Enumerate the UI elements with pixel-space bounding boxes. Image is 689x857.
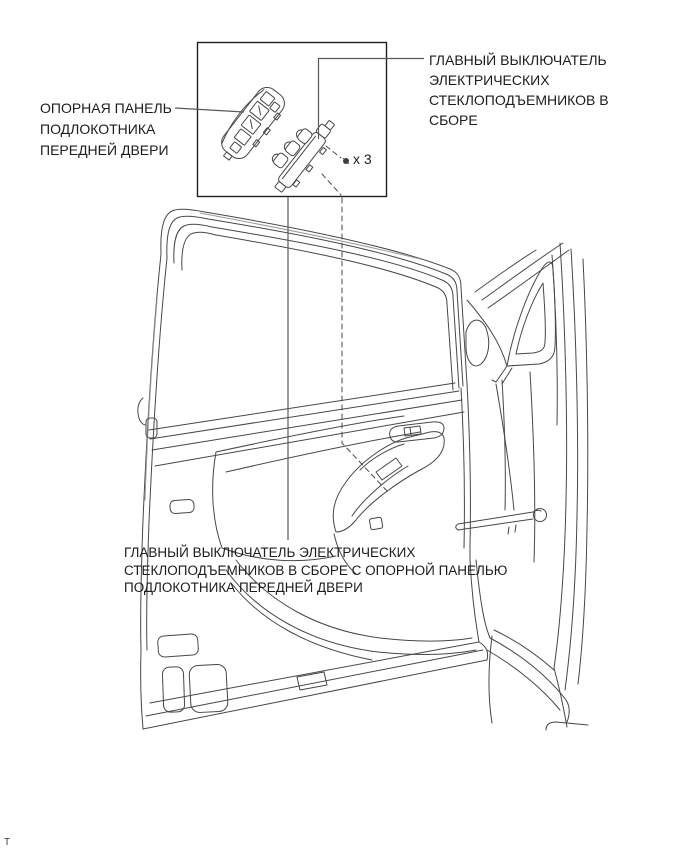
front-door-drawing — [138, 209, 588, 730]
detail-inset-box — [198, 43, 387, 198]
dashed-location-leader-b — [342, 198, 388, 492]
label-line: ЭЛЕКТРИЧЕСКИХ — [429, 72, 550, 88]
label-line: ОПОРНАЯ ПАНЕЛЬ — [40, 100, 172, 116]
label-switch-with-support-panel — [124, 544, 507, 597]
label-window-switch-assembly — [429, 50, 609, 130]
label-line: ПЕРЕДНЕЙ ДВЕРИ — [40, 142, 169, 158]
screw-icon — [343, 158, 349, 164]
label-line: ПОДЛОКОТНИКА ПЕРЕДНЕЙ ДВЕРИ — [124, 580, 363, 595]
leader-support-panel — [175, 108, 244, 112]
screw-dashed-leader — [326, 146, 341, 158]
label-line: СТЕКЛОПОДЪЕМНИКОВ В — [429, 92, 609, 108]
body-a-pillar — [475, 243, 588, 690]
fastener-count-label: x 3 — [353, 151, 372, 167]
label-armrest-support-panel — [40, 98, 172, 161]
door-window-frame — [161, 209, 467, 390]
leader-switch-assembly — [319, 59, 425, 140]
label-line: ГЛАВНЫЙ ВЫКЛЮЧАТЕЛЬ — [429, 52, 607, 68]
door-check-arm — [456, 509, 547, 535]
label-line: СБОРЕ — [429, 112, 478, 128]
label-line: ГЛАВНЫЙ ВЫКЛЮЧАТЕЛЬ ЭЛЕКТРИЧЕСКИХ — [124, 545, 416, 560]
page-footnote: T — [4, 837, 11, 848]
map-pocket-drawing — [157, 634, 228, 713]
label-line: СТЕКЛОПОДЪЕМНИКОВ В СБОРЕ С ОПОРНОЙ ПАНЕЛЬЮ — [124, 562, 508, 578]
dashed-location-leader-a — [322, 174, 341, 195]
door-belt-line — [149, 383, 464, 466]
label-line: ПОДЛОКОТНИКА — [40, 121, 156, 137]
